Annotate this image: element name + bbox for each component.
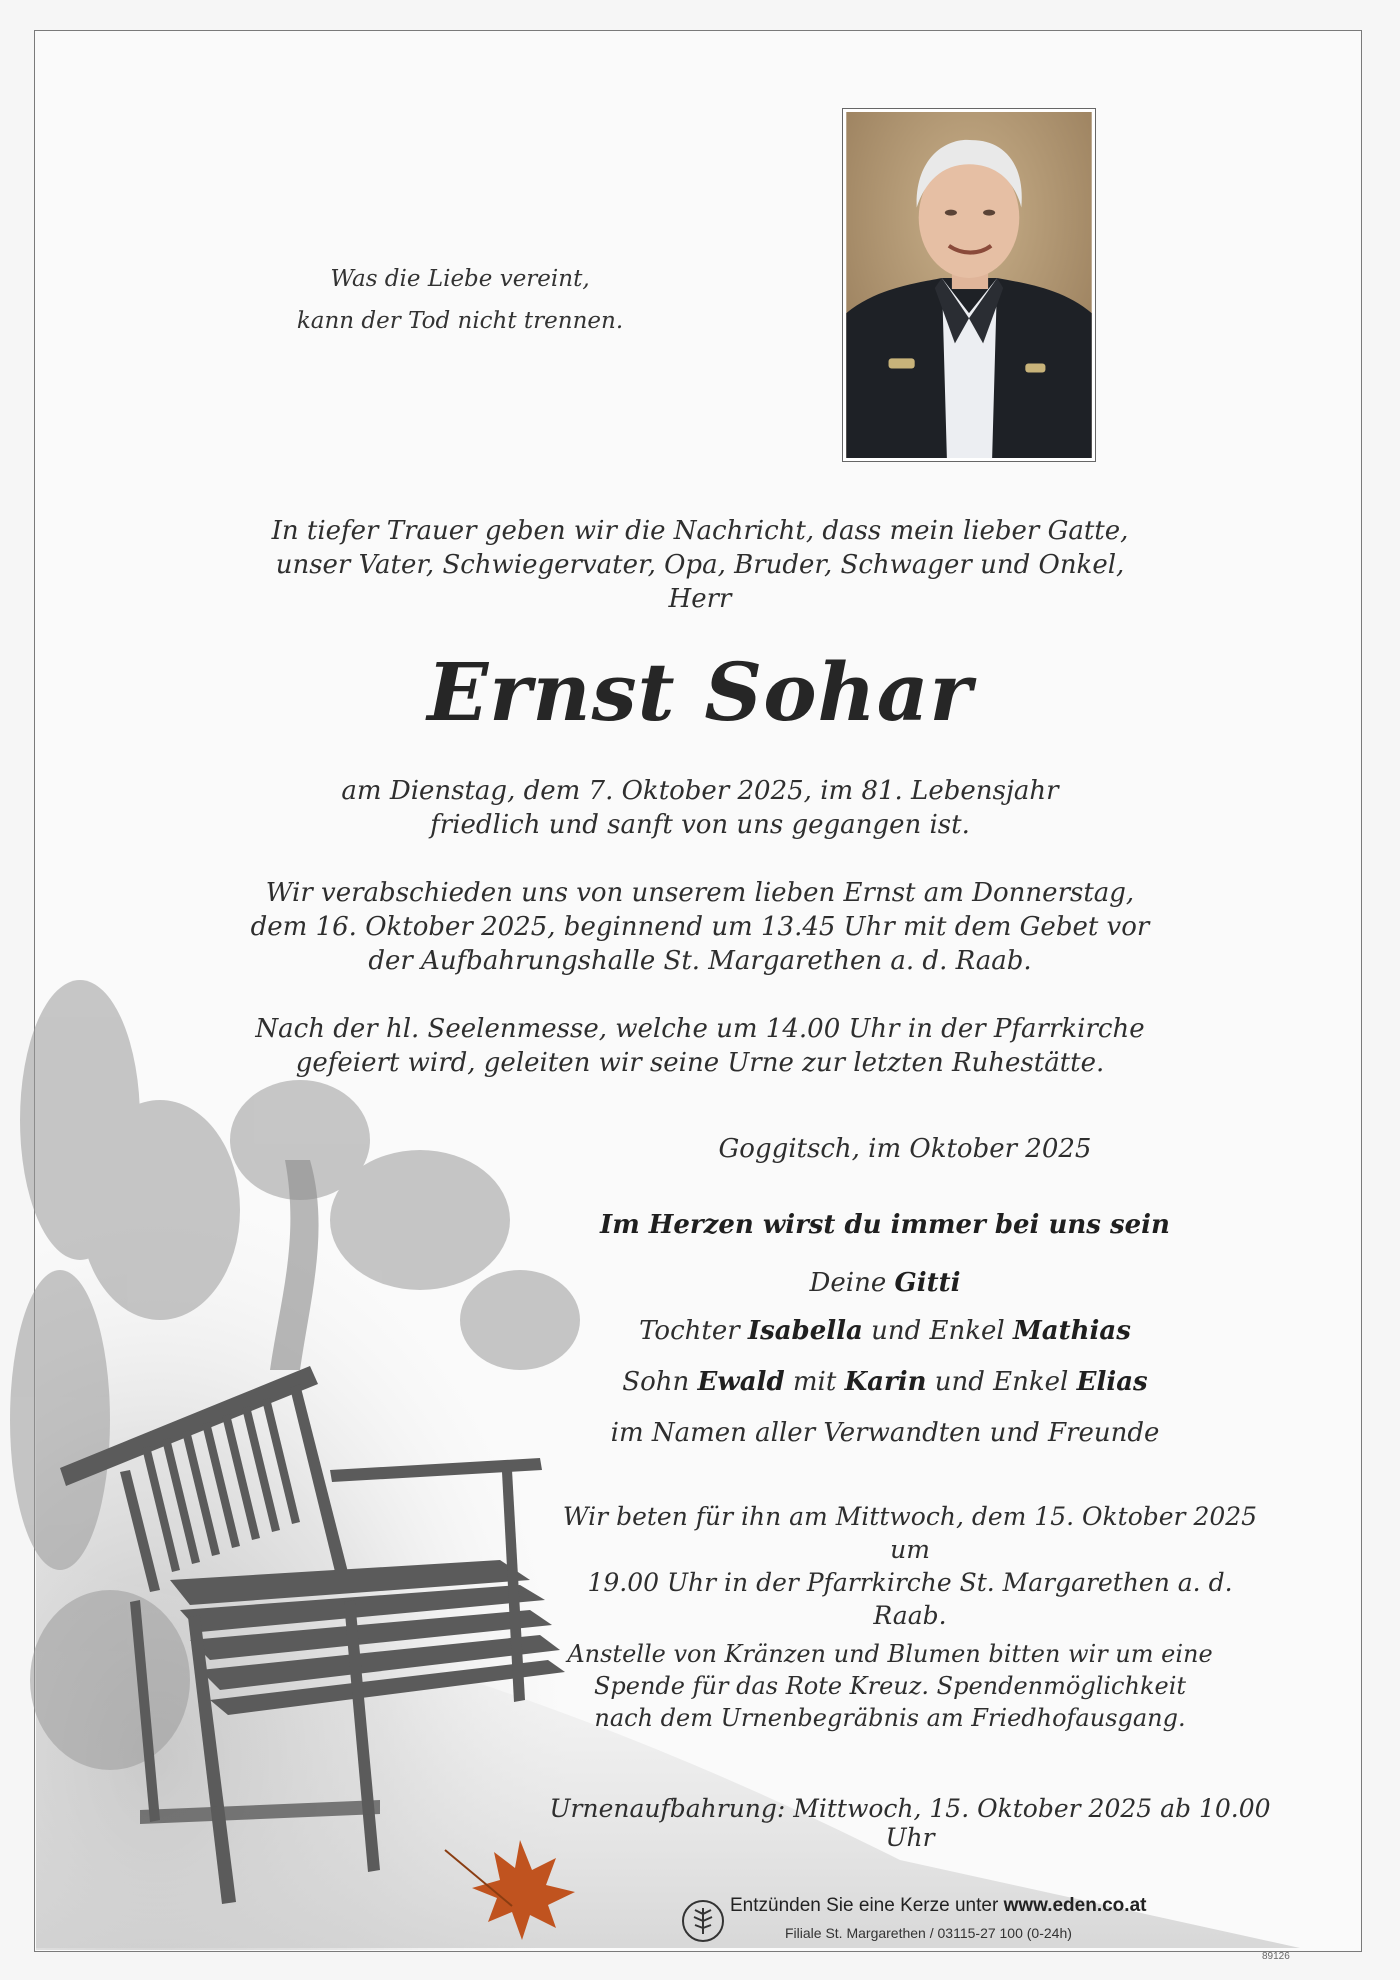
farewell-line-1: Wir verabschieden uns von unserem lieben Ernst am Donnerstag,: [265, 878, 1135, 908]
death-line-2: friedlich und sanft von uns gegangen ist.: [430, 810, 970, 840]
donation-line-3: nach dem Urnenbegräbnis am Friedhofausgang.: [594, 1704, 1186, 1732]
quote-line-1: Was die Liebe vereint,: [330, 266, 590, 292]
prayer-line-2: 19.00 Uhr in der Pfarrkirche St. Margarethen a. d. Raab.: [587, 1568, 1233, 1630]
farewell-line-2: dem 16. Oktober 2025, beginnend um 13.45 Uhr mit dem Gebet vor: [250, 912, 1150, 942]
son-partner-name: Karin: [844, 1367, 927, 1397]
wife-name: Gitti: [894, 1268, 961, 1298]
family-closing: im Namen aller Verwandten und Freunde: [610, 1418, 1160, 1448]
memorial-quote: [280, 258, 640, 342]
intro-line-3: Herr: [668, 584, 732, 614]
wife-prefix: Deine: [809, 1268, 887, 1298]
death-line-1: am Dienstag, dem 7. Oktober 2025, im 81. Lebensjahr: [341, 776, 1059, 806]
grandson-name-2: Elias: [1076, 1367, 1148, 1397]
announcement-intro: [240, 514, 1160, 616]
candle-text: Entzünden Sie eine Kerze unter: [730, 1895, 999, 1916]
intro-line-1: In tiefer Trauer geben wir die Nachricht, dass mein lieber Gatte,: [271, 516, 1129, 546]
donation-line-1: Anstelle von Kränzen und Blumen bitten wir um eine: [567, 1640, 1213, 1668]
family-daughter: [600, 1316, 1170, 1346]
family-motto: [600, 1210, 1170, 1240]
son-name: Ewald: [697, 1367, 785, 1397]
footer-candle-line: [730, 1895, 1190, 1917]
family-son: [600, 1367, 1170, 1397]
death-notice: [240, 774, 1160, 842]
prayer-line-1: Wir beten für ihn am Mittwoch, dem 15. Oktober 2025 um: [562, 1502, 1258, 1564]
intro-line-2: unser Vater, Schwiegervater, Opa, Bruder, Schwager und Onkel,: [275, 550, 1125, 580]
donation-request: [560, 1638, 1220, 1734]
farewell-info: [240, 876, 1160, 978]
quote-line-2: kann der Tod nicht trennen.: [296, 308, 624, 334]
and-grandson-label: und Enkel: [871, 1316, 1005, 1346]
motto-text: Im Herzen wirst du immer bei uns sein: [600, 1210, 1170, 1240]
mass-line-2: gefeiert wird, geleiten wir seine Urne zur letzten Ruhestätte.: [295, 1048, 1105, 1078]
daughter-prefix: Tochter: [639, 1316, 740, 1346]
place-date: Goggitsch, im Oktober 2025: [718, 1134, 1092, 1164]
and-grandson-label-2: und Enkel: [934, 1367, 1069, 1397]
prayer-info: [560, 1500, 1260, 1632]
footer-branch: Filiale St. Margarethen / 03115-27 100 (0-24h): [785, 1925, 1072, 1941]
mass-info: [240, 1012, 1160, 1080]
eden-link[interactable]: www.eden.co.at: [1003, 1895, 1147, 1916]
donation-line-2: Spende für das Rote Kreuz. Spendenmöglichkeit: [593, 1672, 1187, 1700]
urn-viewing: Urnenaufbahrung: Mittwoch, 15. Oktober 2025 ab 10.00 Uhr: [549, 1794, 1271, 1852]
grandson-name-1: Mathias: [1013, 1316, 1131, 1346]
with-label: mit: [792, 1367, 837, 1397]
daughter-name: Isabella: [747, 1316, 863, 1346]
eden-logo-icon: [680, 1898, 726, 1944]
son-prefix: Sohn: [622, 1367, 690, 1397]
portrait-illustration: [846, 112, 1092, 458]
family-wife: [600, 1268, 1170, 1298]
mass-line-1: Nach der hl. Seelenmesse, welche um 14.00 Uhr in der Pfarrkirche: [255, 1014, 1145, 1044]
farewell-line-3: der Aufbahrungshalle St. Margarethen a. d. Raab.: [368, 946, 1032, 976]
document-code: 89126: [1262, 1951, 1290, 1962]
portrait-photo: [842, 108, 1096, 462]
deceased-name: Ernst Sohar: [427, 645, 973, 739]
